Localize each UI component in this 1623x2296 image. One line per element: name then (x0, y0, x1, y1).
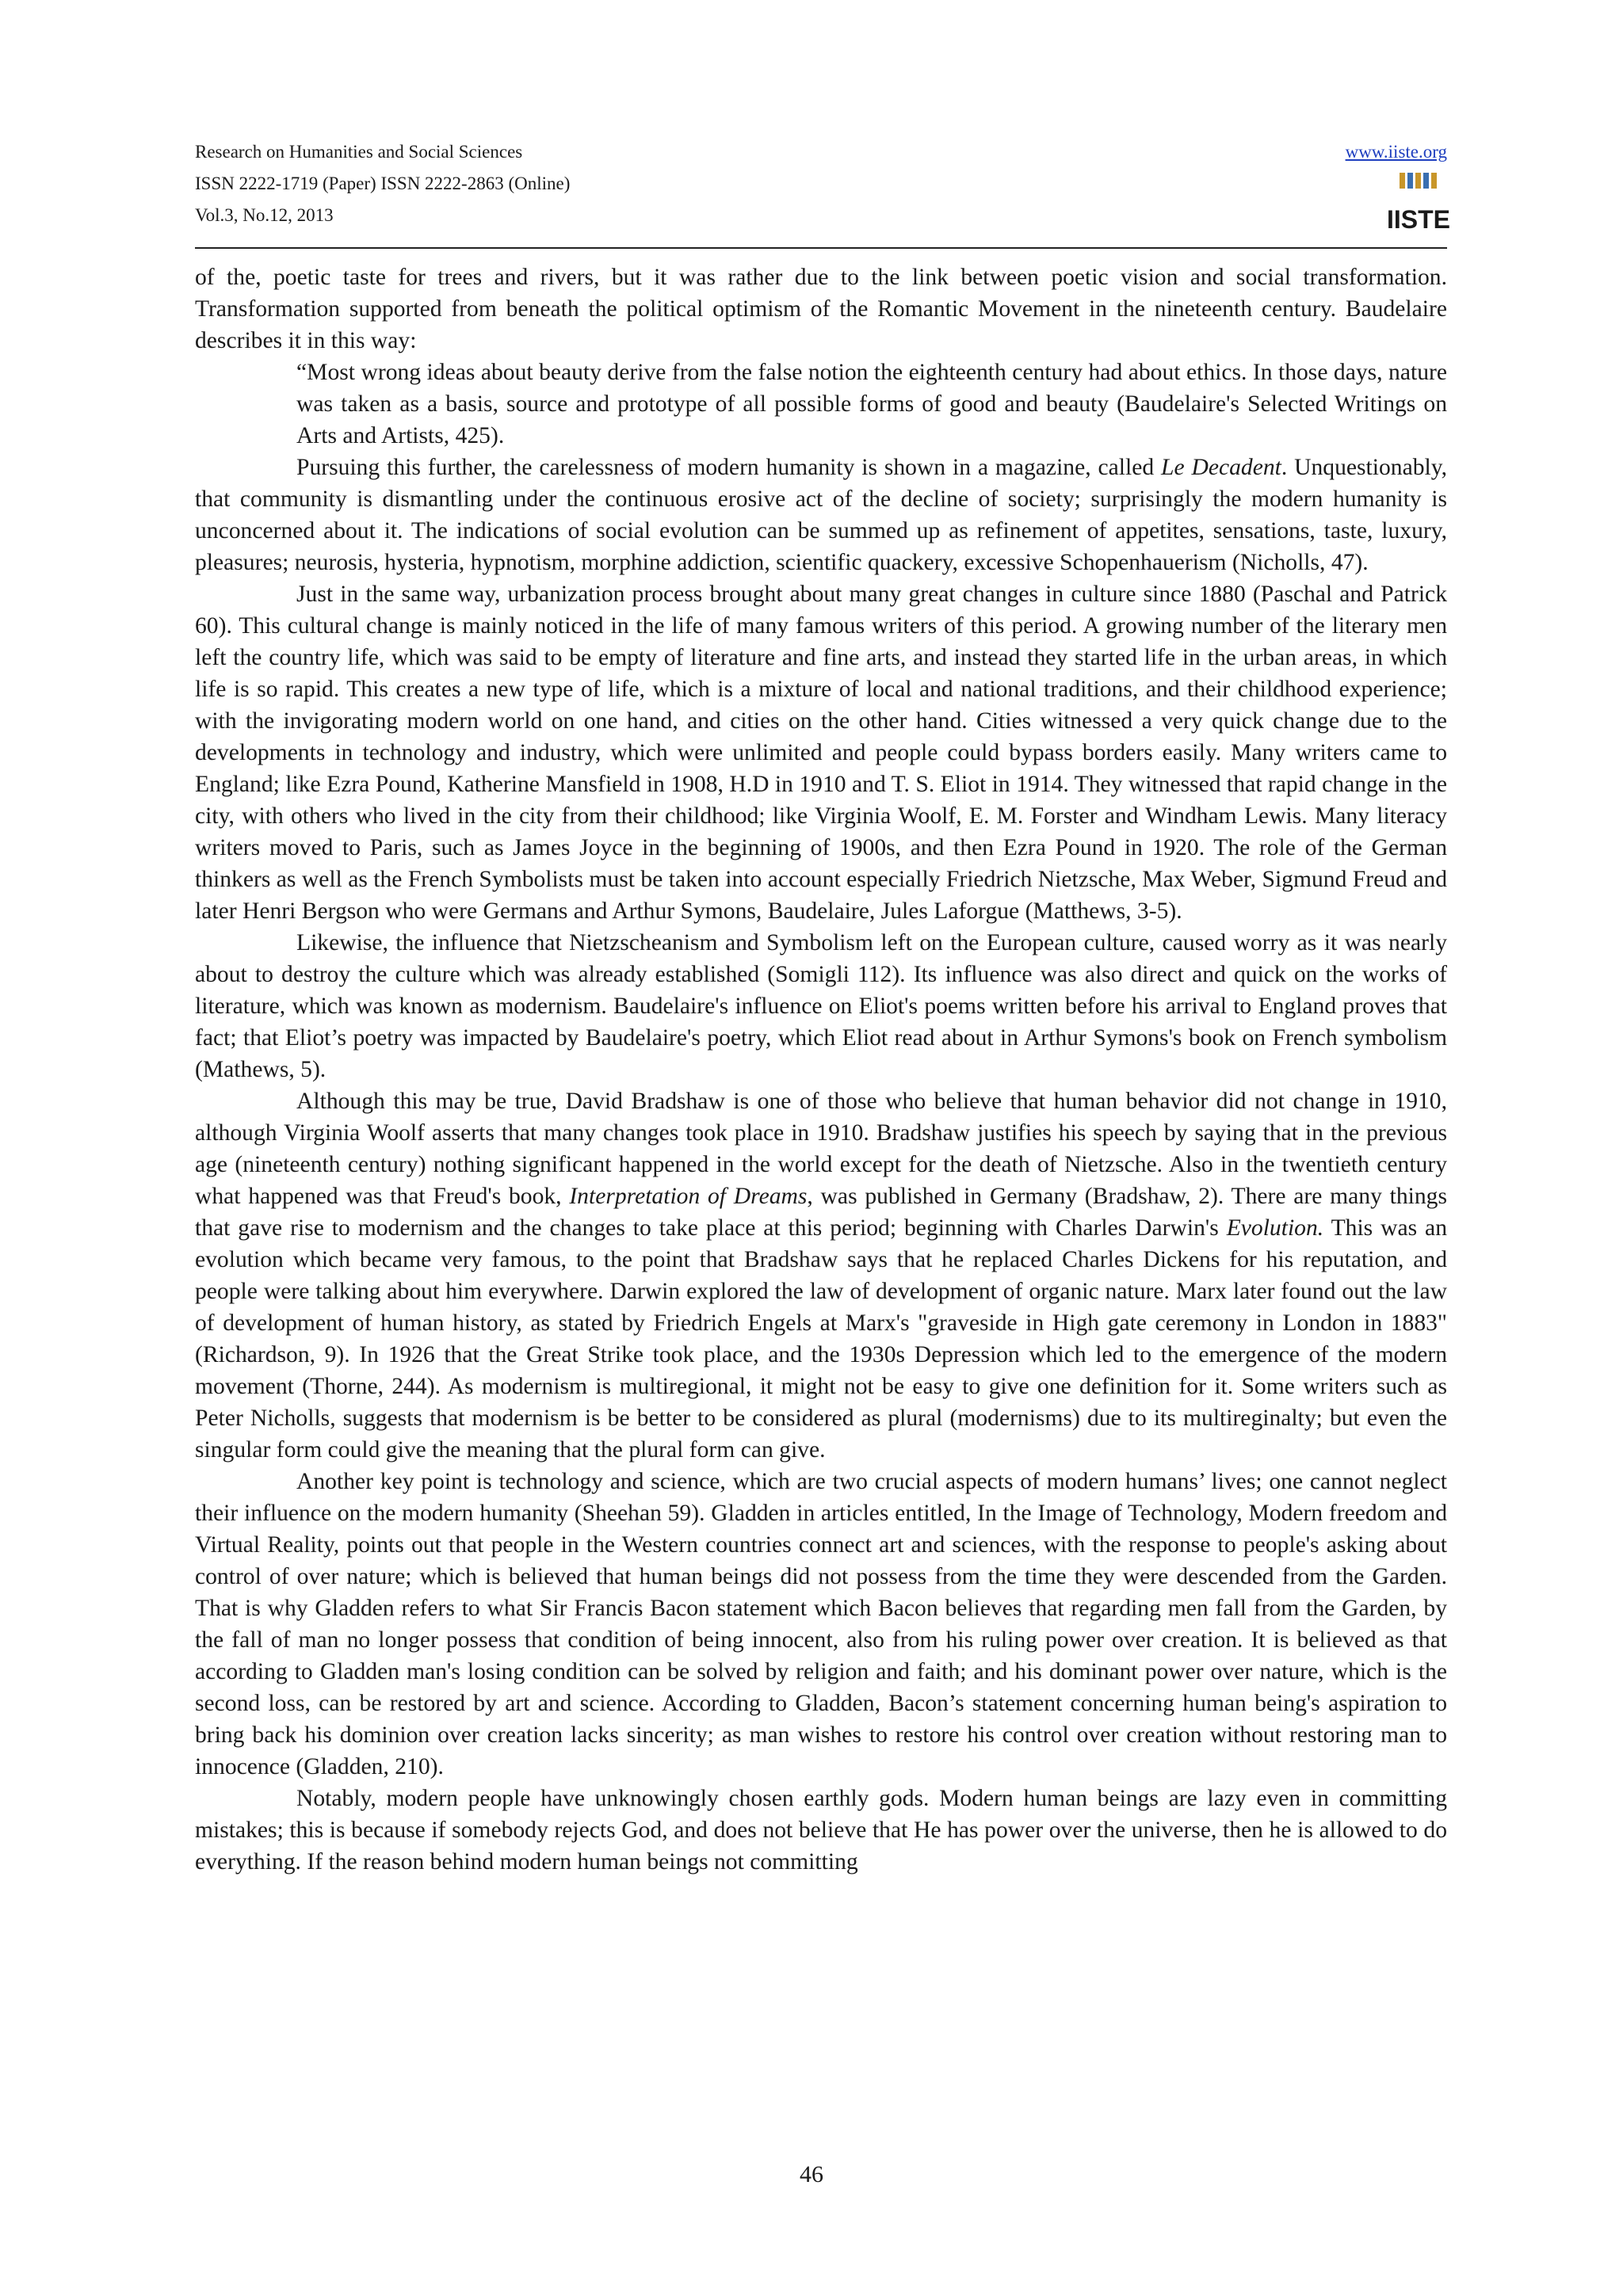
block-quote: “Most wrong ideas about beauty derive from the false notion the eighteenth century had about ethics. In those days, nature was taken as a basis, source and prototype of all possible forms of good and beauty (Baudelaire's Selected Writings on Arts and Artists, 425). (296, 360, 1447, 448)
paragraph-3: Just in the same way, urbanization process brought about many great changes in culture since 1880 (Paschal and Patrick 60). This cultural change is mainly noticed in the life of many famous writers of this period. A growing number of the literary men left the country life, which was said to be empty of literature and fine arts, and instead they started life in the urban areas, in which life is so rapid. This creates a new type of life, which is a mixture of local and national traditions, and their childhood experience; with the invigorating modern world on one hand, and cities on the other hand. Cities witnessed a very quick change due to the developments in technology and industry, which were unlimited and people could bypass borders easily. Many writers came to England; like Ezra Pound, Katherine Mansfield in 1908, H.D in 1910 and T. S. Eliot in 1914. They witnessed that rapid change in the city, with others who lived in the city from their childhood; like Virginia Woolf, E. M. Forster and Windham Lewis. Many literacy writers moved to Paris, such as James Joyce in the beginning of 1900s, and then Ezra Pound in 1920. The role of the German thinkers as well as the French Symbolists must be taken into account especially Friedrich Nietzsche, Max Weber, Sigmund Freud and later Henri Bergson who were Germans and Arthur Symons, Baudelaire, Jules Laforgue (Matthews, 3-5). (195, 582, 1447, 924)
logo-text: IISTE (1386, 205, 1451, 234)
text-run: . Unquestionably, that community is dismantling under the continuous erosive act of the decline of society; surprisingly the modern humanity is unconcerned about it. The indications of social evolution can be summed up as refinement of appetites, sensations, taste, luxury, pleasures; neurosis, hysteria, hypnotism, morphine addiction, scientific quackery, excessive Schopenhauerism (Nicholls, 47). (195, 455, 1447, 575)
journal-issn: ISSN 2222-1719 (Paper) ISSN 2222-2863 (Online) (195, 174, 571, 193)
page-number: 46 (800, 2161, 823, 2187)
paragraph-2 (195, 452, 1447, 578)
page-header (195, 136, 1451, 239)
paragraph-1: of the, poetic taste for trees and rivers, but it was rather due to the link between poetic vision and social transformation. Transformation supported from beneath the political optimism of the Romantic Movement in the nineteenth century. Baudelaire describes it in this way: (195, 265, 1447, 353)
magazine-title: Le Decadent (1161, 455, 1281, 480)
paragraph-7: Notably, modern people have unknowingly chosen earthly gods. Modern human beings are lazy even in committing mistakes; this is because if somebody rejects God, and does not believe that He has power over the universe, then he is allowed to do everything. If the reason behind modern human beings not committing (195, 1786, 1447, 1875)
book-title: Interpretation of Dreams (569, 1184, 808, 1209)
paragraph-4: Likewise, the influence that Nietzscheanism and Symbolism left on the European culture, caused worry as it was nearly about to destroy the culture which was already established (Somigli 112). Its influence was also direct and quick on the works of literature, which was known as modernism. Baudelaire's influence on Eliot's poems written before his arrival to England proves that fact; that Eliot’s poetry was impacted by Baudelaire's poetry, which Eliot read about in Arthur Symons's book on French symbolism (Mathews, 5). (195, 930, 1447, 1082)
paragraph-5 (195, 1085, 1447, 1466)
journal-volume: Vol.3, No.12, 2013 (195, 205, 334, 225)
text-run: Pursuing this further, the carelessness of modern humanity is shown in a magazine, called (296, 455, 1161, 480)
website-link[interactable]: www.iiste.org (1345, 142, 1447, 162)
paragraph-6: Another key point is technology and science, which are two crucial aspects of modern humans’ lives; one cannot neglect their influence on the modern humanity (Sheehan 59). Gladden in articles entitled, In the Image of Technology, Modern freedom and Virtual Reality, points out that people in the Western countries connect art and sciences, with the response to people's asking about control of over nature; which is believed that human beings did not possess from the time they were descended from the Garden. That is why Gladden refers to what Sir Francis Bacon statement which Bacon believes that regarding men fall from the Garden, by the fall of man no longer possess that condition of being innocent, also from his ruling power over creation. It is believed as that according to Gladden man's losing condition can be solved by religion and faith; and his dominant power over nature, which is the second loss, can be restored by art and science. According to Gladden, Bacon’s statement concerning human being's aspiration to bring back his dominion over creation lacks sincerity; as man wishes to restore his control over creation without restoring man to innocence (Gladden, 210). (195, 1469, 1447, 1779)
article-body (195, 261, 1447, 1878)
text-run: This was an evolution which became very famous, to the point that Bradshaw says that he replaced Charles Dickens for his reputation, and people were talking about him everywhere. Darwin explored the law of development of organic nature. Marx later found out the law of development of human history, as stated by Friedrich Engels at Marx's "graveside in High gate ceremony in London in 1883" (Richardson, 9). In 1926 that the Great Strike took place, and the 1930s Depression which led to the emergence of the modern movement (Thorne, 244). As modernism is multiregional, it might not be easy to give one definition for it. Some writers such as Peter Nicholls, suggests that modernism is be better to be considered as plural (modernisms) due to its multireginalty; but even the singular form could give the meaning that the plural form can give. (195, 1215, 1447, 1463)
text-run: , was published in Germany (Bradshaw, 2). There are many things that gave rise to modernism and the changes to take place at this period; beginning with Charles Darwin's (195, 1184, 1447, 1241)
iiste-logo-icon (1386, 171, 1451, 236)
journal-title: Research on Humanities and Social Sciences (195, 142, 523, 162)
journal-info (195, 136, 570, 231)
header-divider (195, 247, 1447, 249)
text-run: Although this may be true, David Bradshaw is one of those who believe that human behavior did not change in 1910, although Virginia Woolf asserts that many changes took place in 1910. Bradshaw justifies his speech by saying that in the previous age (nineteenth century) nothing significant happened in the world except for the death of Nietzsche. Also in the twentieth century what happened was that Freud's book, (195, 1089, 1447, 1209)
work-title: Evolution. (1226, 1215, 1324, 1241)
